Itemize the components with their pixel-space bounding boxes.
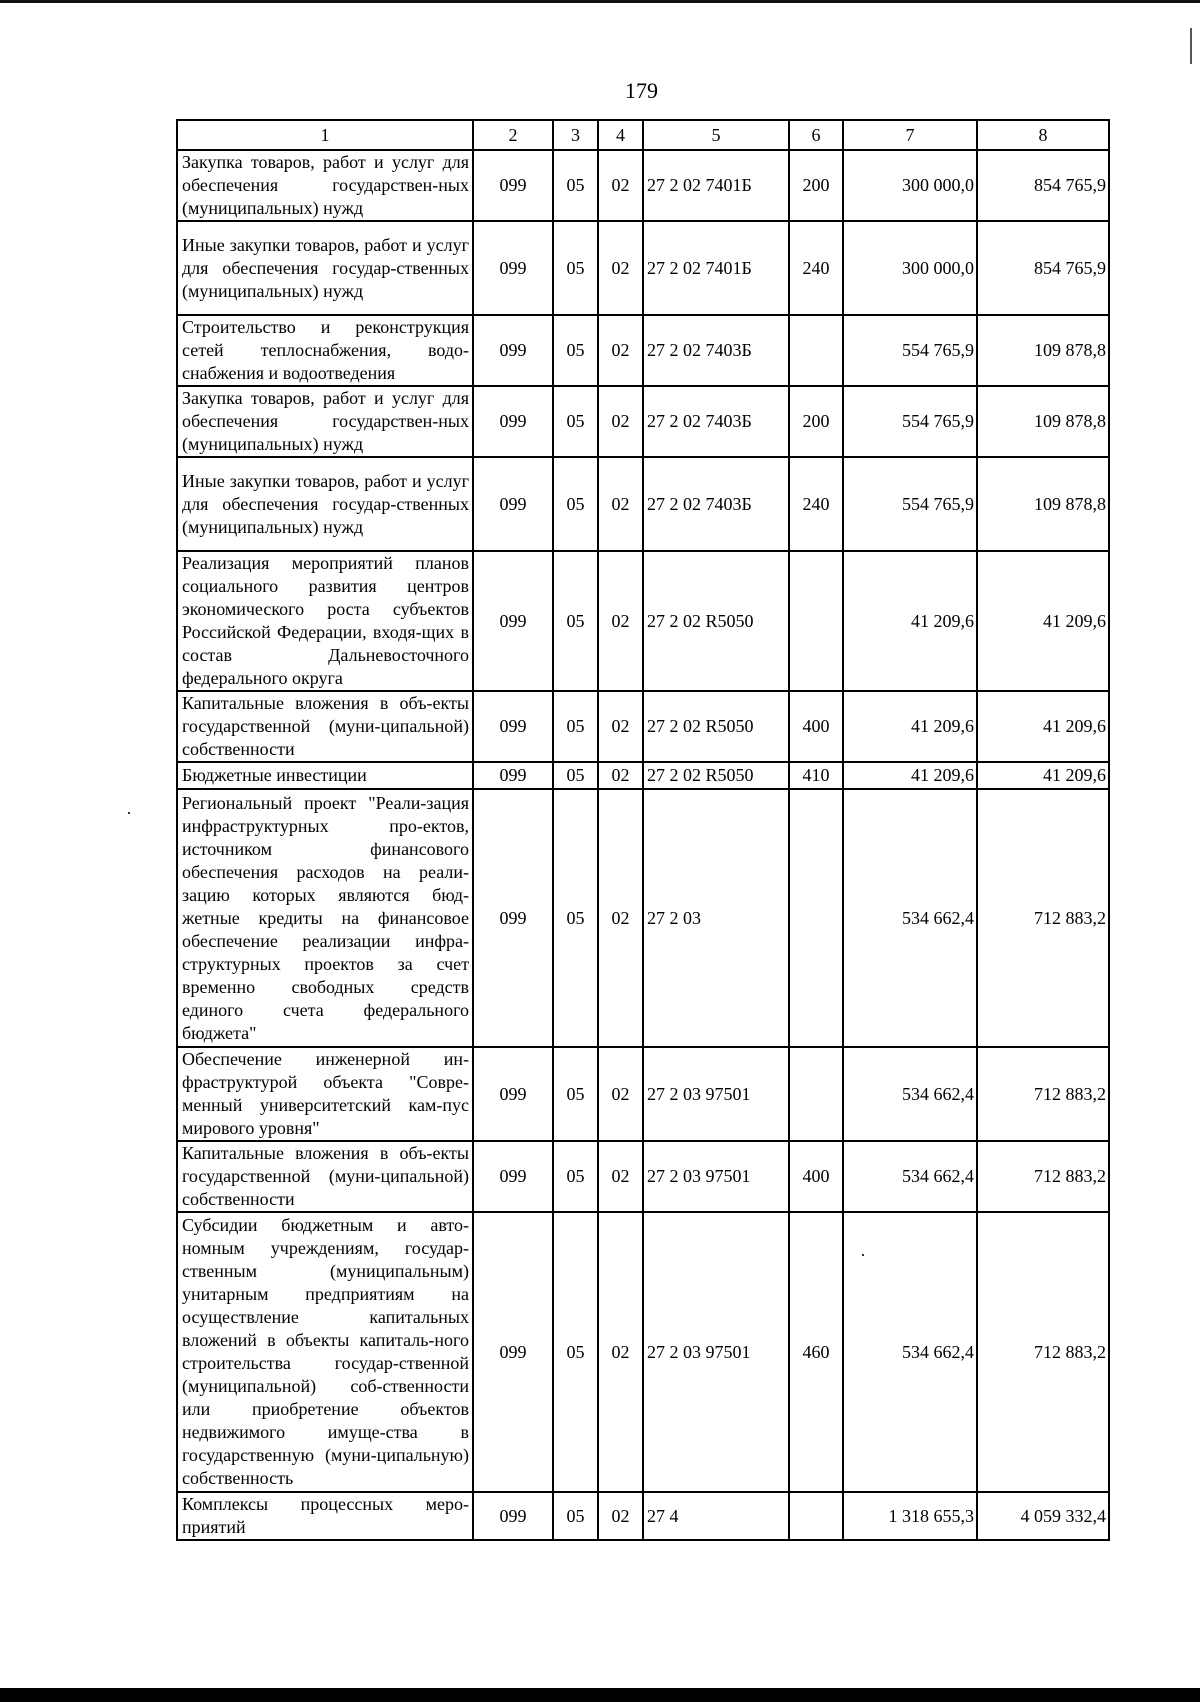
cell-col8: 712 883,2 — [977, 1141, 1109, 1212]
cell-col3: 05 — [553, 386, 598, 457]
cell-col3: 05 — [553, 691, 598, 762]
table-row — [177, 221, 1109, 315]
cell-col3: 05 — [553, 1492, 598, 1540]
table-row — [177, 457, 1109, 551]
budget-table — [176, 119, 1110, 1541]
cell-col8: 41 209,6 — [977, 762, 1109, 789]
cell-col2: 099 — [473, 551, 553, 691]
cell-col8: 109 878,8 — [977, 315, 1109, 386]
cell-col6 — [789, 315, 843, 386]
scan-edge-top — [0, 0, 1200, 3]
cell-col5: 27 2 02 R5050 — [643, 762, 789, 789]
cell-name: Субсидии бюджетным и авто-номным учреждениям, государ-ственным (муниципальным) унитарным предприятиям на осуществление капитальных вложений в объекты капиталь-ного строительства государ-ственной (муниципальной) соб-ственности или приобретение объектов недвижимого имуще-ства в государственную (муни-ципальную) собственность — [177, 1212, 473, 1492]
header-row — [177, 120, 1109, 150]
cell-col7: 534 662,4 — [843, 789, 977, 1047]
cell-col7: 534 662,4 — [843, 1047, 977, 1141]
cell-col5: 27 2 03 — [643, 789, 789, 1047]
cell-col4: 02 — [598, 1047, 643, 1141]
cell-col4: 02 — [598, 386, 643, 457]
cell-col4: 02 — [598, 150, 643, 221]
page-number: 179 — [625, 78, 658, 103]
cell-col8: 854 765,9 — [977, 221, 1109, 315]
table-row — [177, 386, 1109, 457]
cell-col6: 400 — [789, 1141, 843, 1212]
cell-col8: 712 883,2 — [977, 789, 1109, 1047]
cell-col5: 27 2 02 7403Б — [643, 315, 789, 386]
cell-col6 — [789, 1492, 843, 1540]
cell-col2: 099 — [473, 1047, 553, 1141]
cell-col5: 27 2 02 R5050 — [643, 691, 789, 762]
cell-col6: 240 — [789, 221, 843, 315]
cell-col3: 05 — [553, 789, 598, 1047]
cell-col3: 05 — [553, 150, 598, 221]
cell-col6: 400 — [789, 691, 843, 762]
header-cell-3: 3 — [553, 120, 598, 150]
scan-edge-right — [1190, 28, 1192, 64]
table-row — [177, 150, 1109, 221]
cell-col3: 05 — [553, 457, 598, 551]
cell-col2: 099 — [473, 315, 553, 386]
cell-col4: 02 — [598, 315, 643, 386]
cell-col4: 02 — [598, 457, 643, 551]
header-cell-1: 1 — [177, 120, 473, 150]
table-row — [177, 315, 1109, 386]
cell-col2: 099 — [473, 221, 553, 315]
cell-col2: 099 — [473, 386, 553, 457]
cell-col3: 05 — [553, 221, 598, 315]
cell-col7: 300 000,0 — [843, 150, 977, 221]
cell-col3: 05 — [553, 315, 598, 386]
table-row — [177, 1212, 1109, 1492]
cell-col5: 27 2 03 97501 — [643, 1212, 789, 1492]
cell-col2: 099 — [473, 789, 553, 1047]
cell-col6: 240 — [789, 457, 843, 551]
cell-col5: 27 2 02 7403Б — [643, 386, 789, 457]
table-row — [177, 551, 1109, 691]
cell-col4: 02 — [598, 1212, 643, 1492]
cell-name: Капитальные вложения в объ-екты государственной (муни-ципальной) собственности — [177, 691, 473, 762]
cell-col6 — [789, 1047, 843, 1141]
cell-col5: 27 4 — [643, 1492, 789, 1540]
table-row — [177, 762, 1109, 789]
cell-col5: 27 2 03 97501 — [643, 1141, 789, 1212]
cell-col7: 554 765,9 — [843, 386, 977, 457]
cell-col5: 27 2 02 7403Б — [643, 457, 789, 551]
header-cell-6: 6 — [789, 120, 843, 150]
cell-col4: 02 — [598, 1492, 643, 1540]
cell-col7: 1 318 655,3 — [843, 1492, 977, 1540]
cell-col2: 099 — [473, 1212, 553, 1492]
cell-col7: 41 209,6 — [843, 762, 977, 789]
cell-name: Бюджетные инвестиции — [177, 762, 473, 789]
scan-speck — [862, 1254, 864, 1256]
cell-col8: 41 209,6 — [977, 551, 1109, 691]
cell-col2: 099 — [473, 691, 553, 762]
header-cell-2: 2 — [473, 120, 553, 150]
cell-col2: 099 — [473, 1141, 553, 1212]
table-row — [177, 691, 1109, 762]
cell-name: Закупка товаров, работ и услуг для обеспечения государствен-ных (муниципальных) нужд — [177, 386, 473, 457]
cell-col6: 200 — [789, 150, 843, 221]
cell-name: Региональный проект "Реали-зация инфраструктурных про-ектов, источником финансового обеспечения расходов на реали-зацию которых являются бюд-жетные кредиты на финансовое обеспечение реализации инфра-структурных проектов за счет временно свободных средств единого счета федерального бюджета" — [177, 789, 473, 1047]
cell-col8: 109 878,8 — [977, 386, 1109, 457]
cell-col4: 02 — [598, 551, 643, 691]
cell-col8: 4 059 332,4 — [977, 1492, 1109, 1540]
table-row — [177, 1141, 1109, 1212]
cell-name: Реализация мероприятий планов социального развития центров экономического роста субъектов Российской Федерации, входя-щих в состав Дальневосточного федерального округа — [177, 551, 473, 691]
cell-col5: 27 2 02 R5050 — [643, 551, 789, 691]
cell-col7: 534 662,4 — [843, 1212, 977, 1492]
cell-name: Закупка товаров, работ и услуг для обеспечения государствен-ных (муниципальных) нужд — [177, 150, 473, 221]
cell-col5: 27 2 02 7401Б — [643, 221, 789, 315]
cell-col8: 712 883,2 — [977, 1212, 1109, 1492]
cell-col7: 300 000,0 — [843, 221, 977, 315]
table-row — [177, 789, 1109, 1047]
cell-col3: 05 — [553, 762, 598, 789]
cell-col3: 05 — [553, 1212, 598, 1492]
table-row — [177, 1047, 1109, 1141]
cell-name: Комплексы процессных меро-приятий — [177, 1492, 473, 1540]
cell-col4: 02 — [598, 221, 643, 315]
cell-col7: 554 765,9 — [843, 457, 977, 551]
cell-name: Обеспечение инженерной ин-фраструктурой объекта "Совре-менный университетский кам-пус мирового уровня" — [177, 1047, 473, 1141]
cell-col3: 05 — [553, 551, 598, 691]
scan-edge-bottom — [0, 1688, 1200, 1702]
cell-col6 — [789, 789, 843, 1047]
cell-col7: 554 765,9 — [843, 315, 977, 386]
cell-col2: 099 — [473, 1492, 553, 1540]
cell-col4: 02 — [598, 691, 643, 762]
table-body — [177, 120, 1109, 1540]
header-cell-8: 8 — [977, 120, 1109, 150]
cell-col8: 712 883,2 — [977, 1047, 1109, 1141]
cell-col4: 02 — [598, 1141, 643, 1212]
cell-col2: 099 — [473, 150, 553, 221]
cell-col6: 460 — [789, 1212, 843, 1492]
cell-name: Капитальные вложения в объ-екты государственной (муни-ципальной) собственности — [177, 1141, 473, 1212]
cell-col3: 05 — [553, 1141, 598, 1212]
cell-col6 — [789, 551, 843, 691]
header-cell-7: 7 — [843, 120, 977, 150]
cell-name: Строительство и реконструкция сетей теплоснабжения, водо-снабжения и водоотведения — [177, 315, 473, 386]
cell-col8: 41 209,6 — [977, 691, 1109, 762]
cell-col2: 099 — [473, 762, 553, 789]
cell-col8: 854 765,9 — [977, 150, 1109, 221]
cell-col5: 27 2 03 97501 — [643, 1047, 789, 1141]
header-cell-4: 4 — [598, 120, 643, 150]
cell-col4: 02 — [598, 789, 643, 1047]
cell-col7: 534 662,4 — [843, 1141, 977, 1212]
cell-col5: 27 2 02 7401Б — [643, 150, 789, 221]
cell-col7: 41 209,6 — [843, 691, 977, 762]
cell-col2: 099 — [473, 457, 553, 551]
cell-col3: 05 — [553, 1047, 598, 1141]
cell-col8: 109 878,8 — [977, 457, 1109, 551]
cell-col4: 02 — [598, 762, 643, 789]
cell-name: Иные закупки товаров, работ и услуг для обеспечения государ-ственных (муниципальных) нужд — [177, 457, 473, 551]
table-row — [177, 1492, 1109, 1540]
scan-speck — [128, 812, 130, 814]
cell-name: Иные закупки товаров, работ и услуг для обеспечения государ-ственных (муниципальных) нужд — [177, 221, 473, 315]
cell-col7: 41 209,6 — [843, 551, 977, 691]
header-cell-5: 5 — [643, 120, 789, 150]
cell-col6: 200 — [789, 386, 843, 457]
cell-col6: 410 — [789, 762, 843, 789]
